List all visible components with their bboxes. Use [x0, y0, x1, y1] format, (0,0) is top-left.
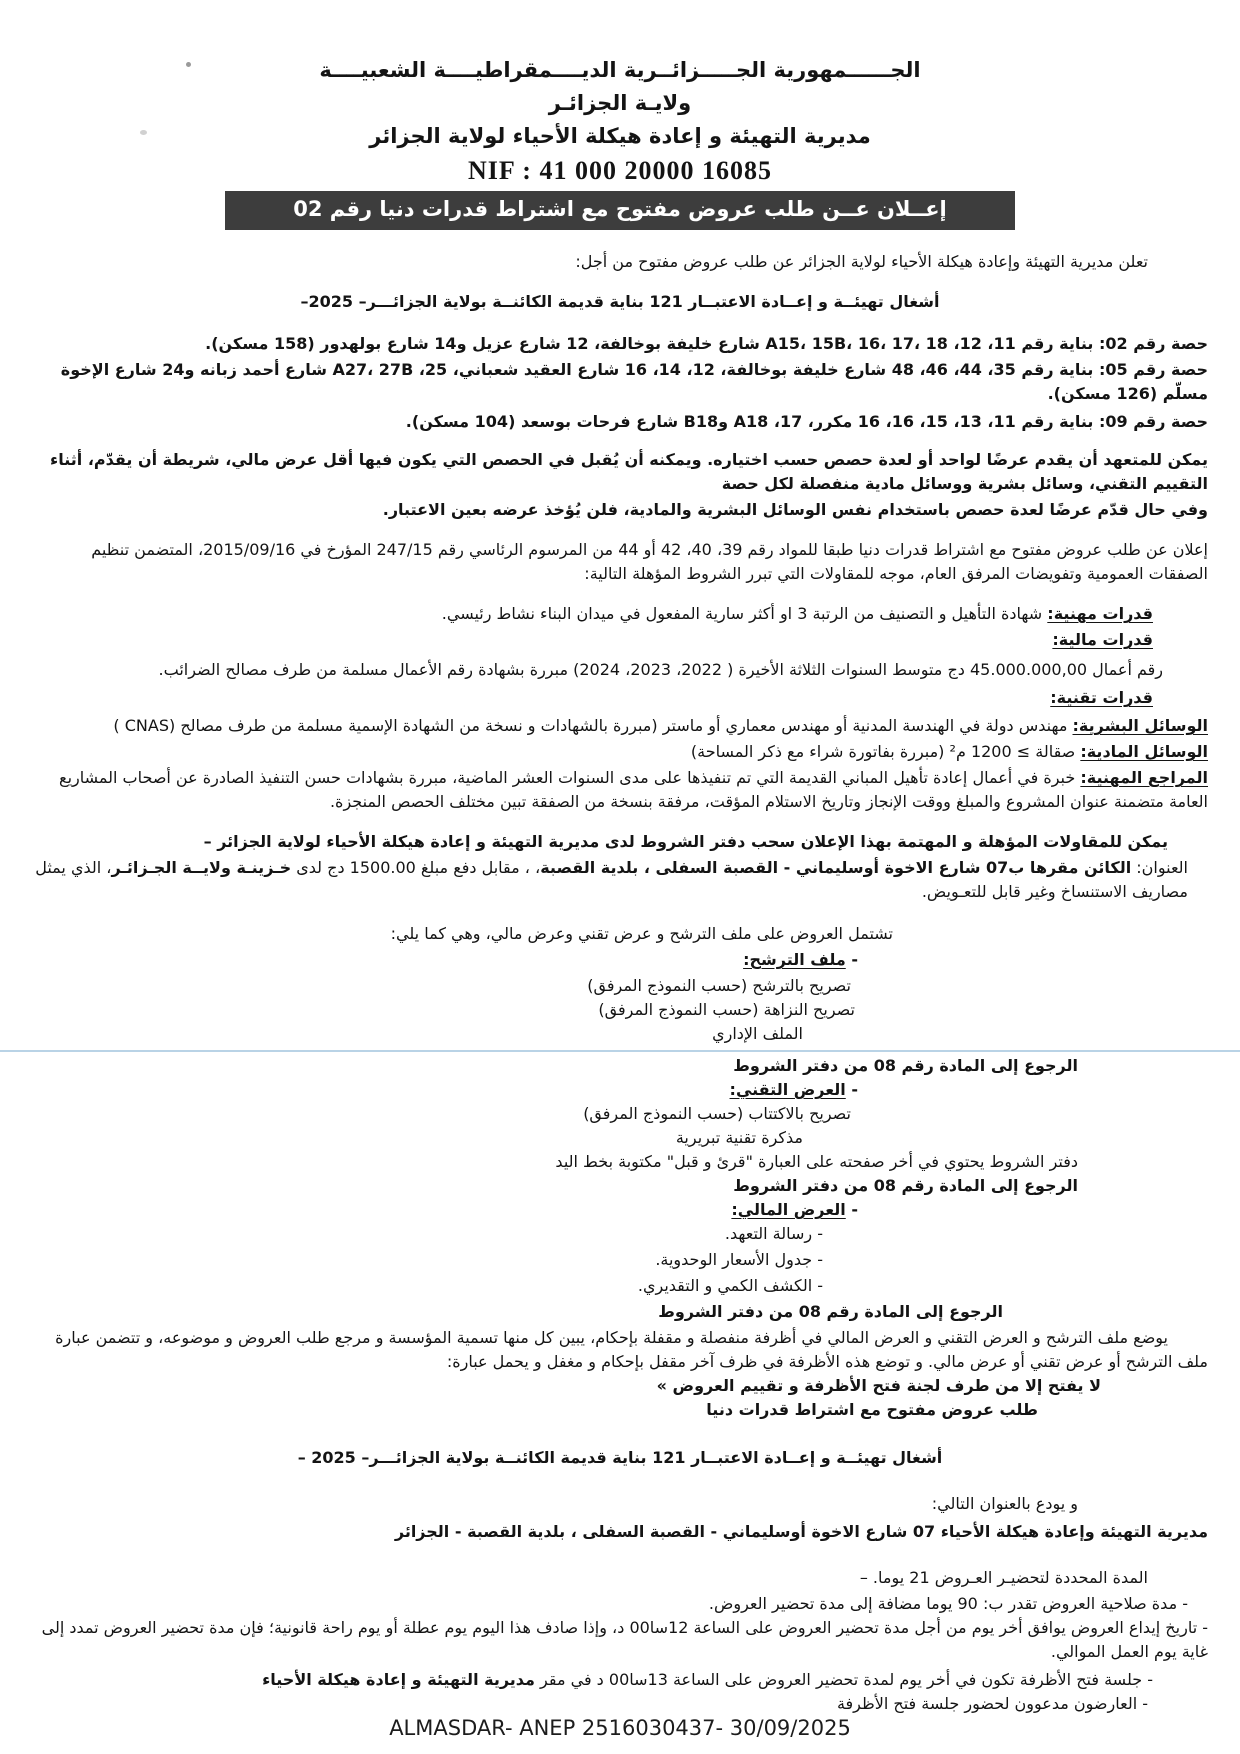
- text-segment: الملف الإداري: [712, 1024, 803, 1043]
- bidders-invitation: [32, 1692, 1148, 1716]
- text-segment: صقالة ≥ 1200 م² (مبررة بفاتورة شراء مع ذكر المساحة): [690, 742, 1081, 761]
- lot-09: [32, 410, 1208, 434]
- text-segment: تصريح بالترشح (حسب النموذج المرفق): [587, 976, 851, 995]
- text-segment: خبرة في أعمال إعادة تأهيل المباني القديمة التي تم تنفيذها على مدى السنوات العشر الماضية، مبررة بشهادات حسن التنفيذ الصادرة عن أصحاب المشاريع العامة متضمنة عنوان المشروع والمبلغ ووقت الإنجاز وتاريخ الاستلام المؤقت، مرفقة بنسخة من الصفقة تبين مختلف الحصص المنجزة.: [59, 768, 1208, 811]
- text-segment: مذكرة تقنية تبريرية: [675, 1128, 803, 1147]
- text-segment: يمكن للمتعهد أن يقدم عرضًا لواحد أو لعدة حصص حسب اختياره. ويمكنه أن يُقبل في الحصص التي يكون فيها أقل عرض مالي، شريطة أن يقدّم، أثناء التقييم التقني، وسائل بشرية ووسائل مادية منفصلة لكل حصة: [50, 450, 1208, 493]
- text-segment: لا يفتح إلا من طرف لجنة فتح الأظرفة و تقييم العروض »: [656, 1376, 1101, 1395]
- text-segment: خـزينـة ولايــة الجـزائـر: [111, 858, 292, 877]
- text-segment: -: [845, 1080, 858, 1099]
- text-segment: -: [845, 1200, 858, 1219]
- candidacy-file-heading: [32, 948, 858, 972]
- envelopes-instructions: [32, 1326, 1208, 1374]
- text-segment: الكائن مقرها ب07 شارع الاخوة أوسليماني - القصبة السفلى ، بلدية القصبة: [540, 858, 1132, 877]
- lot-05: [32, 358, 1208, 406]
- unit-prices-table: [32, 1248, 823, 1272]
- document-header: [32, 54, 1208, 230]
- text-segment: يمكن للمقاولات المؤهلة و المهتمة بهذا الإعلان سحب دفتر الشروط لدى مديرية التهيئة و إعادة هيكلة الأحياء لولاية الجزائر –: [203, 832, 1168, 851]
- deposit-date-rule: [32, 1616, 1208, 1664]
- directorate-title: مديرية التهيئة و إعادة هيكلة الأحياء لولاية الجزائر: [369, 124, 871, 148]
- text-segment: حصة رقم 09: بناية رقم 11، 13، 15، 16، 16 مكرر، 17، A18 وB18 شارع فرحات بوسعد (104 مسكن).: [405, 412, 1208, 431]
- text-segment: ، ، مقابل دفع مبلغ 1500.00 دج لدى: [291, 858, 541, 877]
- text-segment: حصة رقم 05: بناية رقم 35، 44، 46، 48 شارع خليفة بوخالفة، 12، 14، 16 شارع العقيد شعباني، 25، A27، 27B شارع أحمد زبانه و24 شارع الإخوة مسلّم (126 مسكن).: [60, 360, 1208, 403]
- professional-capacities: [32, 602, 1153, 626]
- text-segment: قدرات مالية:: [1052, 630, 1153, 649]
- specs-withdrawal: [32, 830, 1168, 854]
- turnover-requirement: [32, 658, 1163, 682]
- do-not-open-notice: [32, 1374, 1101, 1398]
- text-segment: ، الذي يمثل مصاريف الاستنساخ وغير قابل للتعـويض.: [35, 858, 1188, 901]
- scan-artifact: [186, 62, 191, 67]
- text-segment: شهادة التأهيل و التصنيف من الرتبة 3 او أكثر سارية المفعول في ميدان البناء نشاط رئيسي.: [441, 604, 1048, 623]
- text-segment: ملف الترشح:: [743, 950, 846, 969]
- wilaya-title: ولايـة الجزائـر: [548, 91, 692, 115]
- human-resources: [32, 714, 1208, 738]
- same-means-warning: [32, 498, 1208, 522]
- text-segment: تصريح بالاكتتاب (حسب النموذج المرفق): [583, 1104, 851, 1123]
- integrity-declaration: [32, 998, 855, 1022]
- financial-capacities-heading: [32, 628, 1153, 652]
- text-segment: العرض المالي:: [731, 1200, 846, 1219]
- refer-article-08: [32, 1174, 1078, 1198]
- subscription-declaration: [32, 1102, 851, 1126]
- text-segment: تشتمل العروض على ملف الترشح و عرض تقني وعرض مالي، وهي كما يلي:: [390, 924, 893, 943]
- technical-offer-heading: [32, 1078, 858, 1102]
- offers-validity: [32, 1592, 1188, 1616]
- text-segment: الرجوع إلى المادة رقم 08 من دفتر الشروط: [733, 1176, 1078, 1195]
- tender-type-label: [32, 1398, 1038, 1422]
- refer-article-08: [32, 1054, 1078, 1078]
- text-segment: - مدة صلاحية العروض تقدر ب: 90 يوما مضافة إلى مدة تحضير العروض.: [708, 1594, 1188, 1613]
- text-segment: - الكشف الكمي و التقديري.: [637, 1276, 823, 1295]
- deposit-address-intro: [32, 1492, 1078, 1516]
- text-segment: دفتر الشروط يحتوي في أخر صفحته على العبارة "قرئ و قبل" مكتوبة بخط اليد: [555, 1152, 1078, 1171]
- read-approved-note: [32, 1150, 1078, 1174]
- technical-memo: [32, 1126, 803, 1150]
- text-segment: طلب عروض مفتوح مع اشتراط قدرات دنيا: [706, 1400, 1038, 1419]
- address-and-fee: [32, 856, 1188, 904]
- text-segment: العرض التقني:: [729, 1080, 846, 1099]
- lot-02: [32, 332, 1208, 356]
- offers-composition: [32, 922, 893, 946]
- legal-reference: [32, 538, 1208, 586]
- text-segment: مديرية التهيئة وإعادة هيكلة الأحياء 07 شارع الاخوة أوسليماني - القصبة السفلى ، بلدية القصبة - الجزائر: [394, 1522, 1208, 1541]
- nif-number: NIF : 41 000 20000 16085: [468, 156, 772, 185]
- text-segment: العنوان:: [1131, 858, 1188, 877]
- text-segment: وفي حال قدّم عرضًا لعدة حصص باستخدام نفس الوسائل البشرية والمادية، فلن يُؤخذ عرضه بعين الاعتبار.: [382, 500, 1208, 519]
- text-segment: رقم أعمال 45.000.000,00 دج متوسط السنوات الثلاثة الأخيرة ( 2022، 2023، 2024) مبررة بشهادة رقم الأعمال مسلمة من طرف مصالح الضرائب.: [158, 660, 1163, 679]
- text-segment: - العارضون مدعوون لحضور جلسة فتح الأظرفة: [836, 1694, 1148, 1713]
- project-title: [32, 290, 1208, 314]
- commitment-letter: [32, 1222, 823, 1246]
- text-segment: -: [845, 950, 858, 969]
- technical-capacities-heading: [32, 686, 1153, 710]
- republic-title: الجــــــمهورية الجـــــزائــرية الديــــمقراطيــــة الشعبيــــة: [319, 58, 921, 82]
- refer-article-08: [32, 1300, 1003, 1324]
- text-segment: قدرات مهنية:: [1047, 604, 1153, 623]
- text-segment: أشغال تهيئــة و إعــادة الاعتبــار 121 بناية قديمة الكائنــة بولاية الجزائـــر– 2025 –: [297, 1448, 943, 1467]
- text-segment: - رسالة التعهد.: [724, 1224, 823, 1243]
- document-body: [32, 250, 1208, 1716]
- text-segment: إعلان عن طلب عروض مفتوح مع اشتراط قدرات دنيا طبقا للمواد رقم 39، 40، 42 أو 44 من المرسوم الرئاسي رقم 247/15 المؤرخ في 2015/09/16، المتضمن تنظيم الصفقات العمومية وتفويضات المرفق العام، موجه للمقاولات التي تبرر الشروط المؤهلة التالية:: [91, 540, 1208, 583]
- candidacy-declaration: [32, 974, 851, 998]
- text-segment: أشغال تهيئــة و إعــادة الاعتبــار 121 بناية قديمة الكائنــة بولاية الجزائـــر– 2025–: [300, 292, 940, 311]
- text-segment: - جلسة فتح الأظرفة تكون في أخر يوم لمدة تحضير العروض على الساعة 13سا00 د في مقر: [534, 1670, 1153, 1689]
- intro-line: [32, 250, 1148, 274]
- text-segment: و يودع بالعنوان التالي:: [931, 1494, 1078, 1513]
- text-segment: مديرية التهيئة و إعادة هيكلة الأحياء: [262, 1670, 535, 1689]
- text-segment: حصة رقم 02: بناية رقم 11، 12، A15، 15B، 16، 17، 18 شارع خليفة بوخالفة، 12 شارع عزيل و14 شارع بولهدور (158 مسكن).: [205, 334, 1208, 353]
- text-segment: تعلن مديرية التهيئة وإعادة هيكلة الأحياء لولاية الجزائر عن طلب عروض مفتوح من أجل:: [575, 252, 1148, 271]
- scan-divider-line: [0, 1050, 1240, 1052]
- deposit-address: [32, 1520, 1208, 1544]
- text-segment: الوسائل المادية:: [1080, 742, 1208, 761]
- text-segment: مهندس دولة في الهندسة المدنية أو مهندس معماري أو ماستر (مبررة بالشهادات و نسخة من الشهادة الإسمية مسلمة من طرف مصالح (CNAS ): [113, 716, 1073, 735]
- announcement-banner: إعــلان عــن طلب عروض مفتوح مع اشتراط قدرات دنيا رقم 02: [225, 191, 1015, 230]
- project-title-repeat: [32, 1446, 1208, 1470]
- text-segment: - جدول الأسعار الوحدوية.: [655, 1250, 823, 1269]
- anep-footer: ALMASDAR- ANEP 2516030437- 30/09/2025: [389, 1716, 851, 1740]
- professional-references: [32, 766, 1208, 814]
- administrative-file: [32, 1022, 803, 1046]
- material-resources: [32, 740, 1208, 764]
- text-segment: الرجوع إلى المادة رقم 08 من دفتر الشروط: [658, 1302, 1003, 1321]
- text-segment: قدرات تقنية:: [1050, 688, 1153, 707]
- preparation-duration: [32, 1566, 1148, 1590]
- text-segment: تصريح النزاهة (حسب النموذج المرفق): [598, 1000, 855, 1019]
- text-segment: المدة المحددة لتحضيـر العـروض 21 يوما. –: [859, 1568, 1148, 1587]
- text-segment: الوسائل البشرية:: [1072, 716, 1208, 735]
- multi-lot-rule: [32, 448, 1208, 496]
- text-segment: الرجوع إلى المادة رقم 08 من دفتر الشروط: [733, 1056, 1078, 1075]
- text-segment: المراجع المهنية:: [1080, 768, 1208, 787]
- opening-session: [32, 1668, 1153, 1692]
- financial-offer-heading: [32, 1198, 858, 1222]
- scan-artifact: [140, 130, 147, 135]
- text-segment: يوضع ملف الترشح و العرض التقني و العرض المالي في أظرفة منفصلة و مقفلة بإحكام، يبين كل منها تسمية المؤسسة و مرجع طلب العروض و موضوعه، و تتضمن عبارة ملف الترشح أو عرض تقني أو عرض مالي. و توضع هذه الأظرفة في ظرف آخر مقفل بإحكام و مغفل و يحمل عبارة:: [55, 1328, 1208, 1371]
- quantities-estimate: [32, 1274, 823, 1298]
- text-segment: - تاريخ إيداع العروض يوافق أخر يوم من أجل مدة تحضير العروض على الساعة 12سا00 د، وإذا صادف هذا اليوم يوم عطلة أو يوم راحة قانونية؛ فإن مدة تحضير العروض تمدد إلى غاية يوم العمل الموالي.: [41, 1618, 1208, 1661]
